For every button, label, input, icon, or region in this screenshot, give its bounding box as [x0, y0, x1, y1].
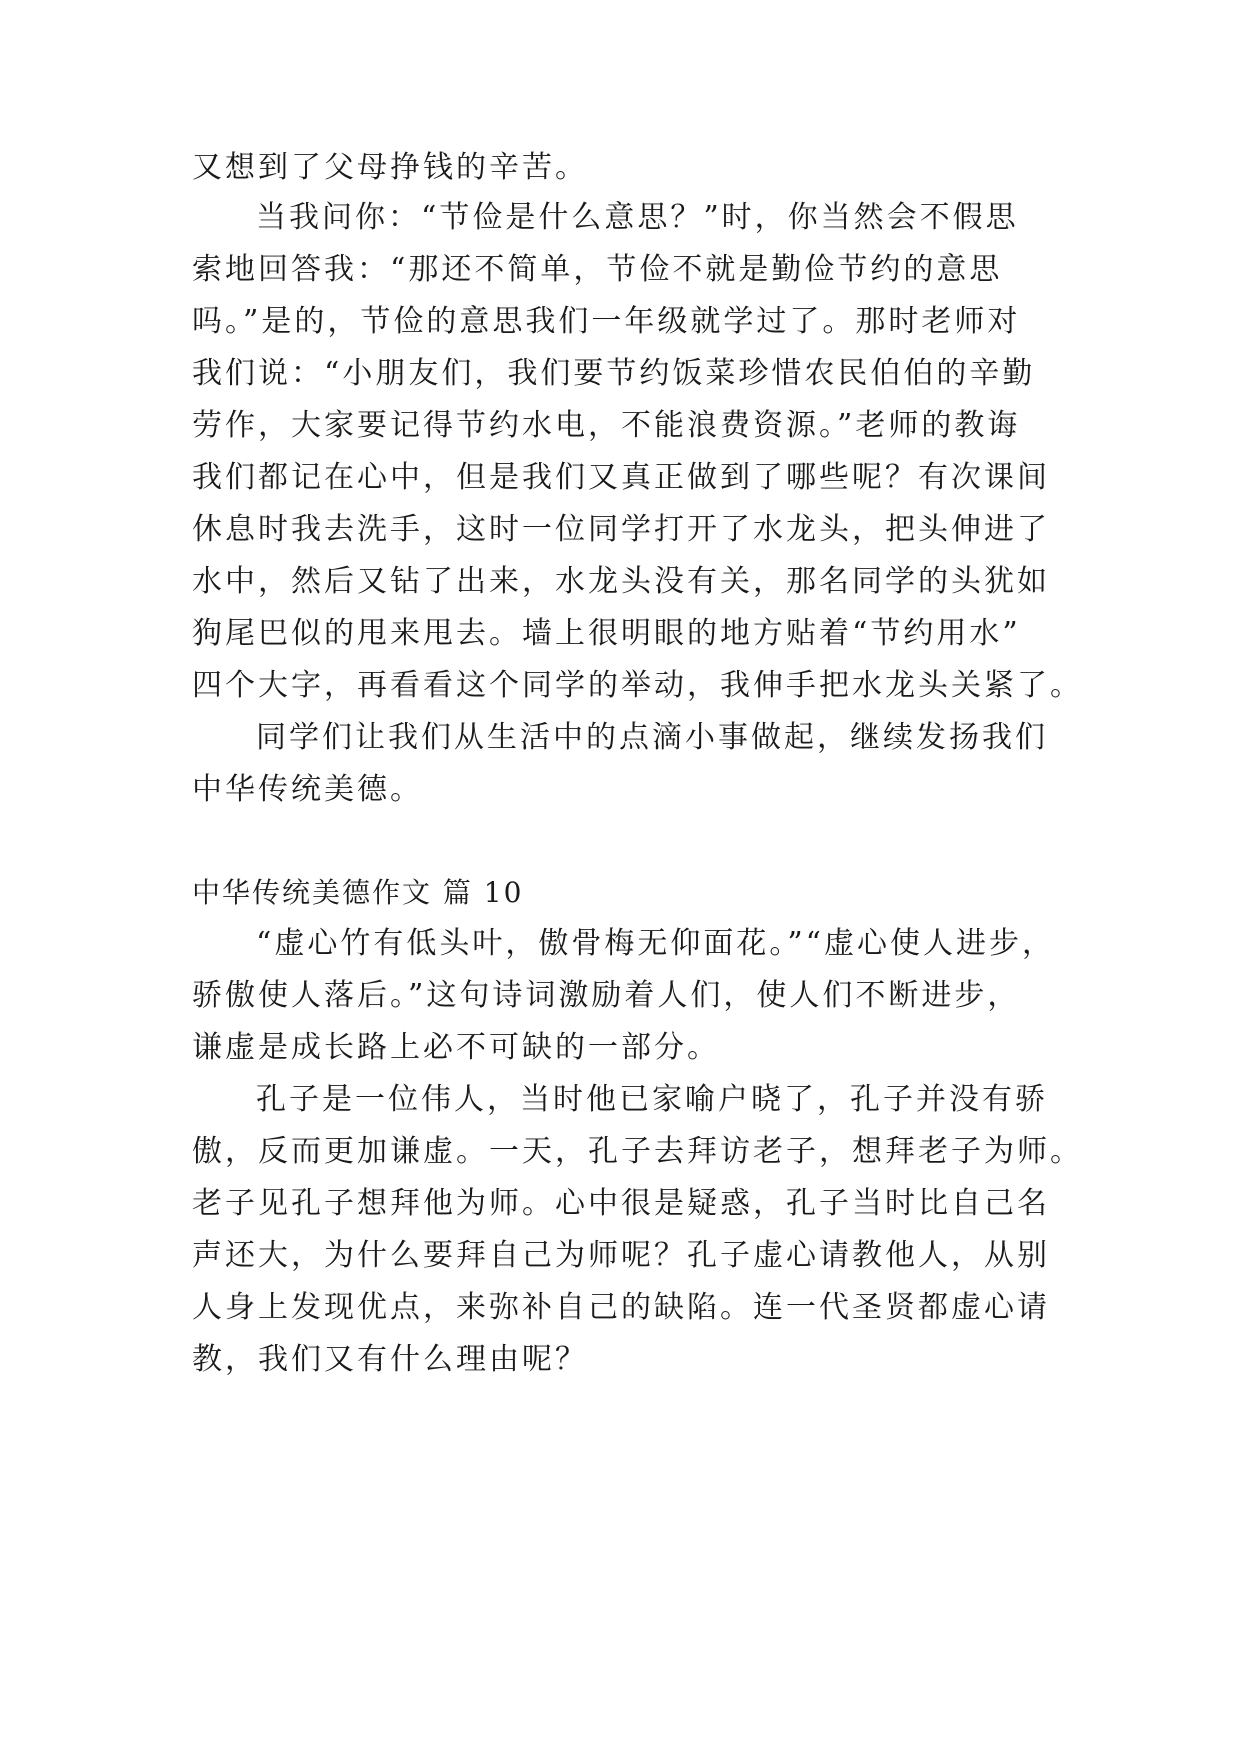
paragraph-line: 劳作，大家要记得节约水电，不能浪费资源。”老师的教诲 — [192, 408, 1021, 443]
paragraph-line: 当我问你：“节俭是什么意思？”时，你当然会不假思 — [256, 200, 1019, 235]
paragraph-line: 人身上发现优点，来弥补自己的缺陷。连一代圣贤都虚心请 — [192, 1290, 1050, 1325]
paragraph-line: 我们说：“小朋友们，我们要节约饭菜珍惜农民伯伯的辛勤 — [192, 356, 1036, 391]
paragraph-line: 水中，然后又钻了出来，水龙头没有关，那名同学的头犹如 — [192, 564, 1050, 599]
paragraph-line: 四个大字，再看看这个同学的举动，我伸手把水龙头关紧了。 — [192, 668, 1083, 703]
paragraph-line: 休息时我去洗手，这时一位同学打开了水龙头，把头伸进了 — [192, 512, 1050, 547]
paragraph-line: 索地回答我：“那还不简单，节俭不就是勤俭节约的意思 — [192, 252, 1003, 287]
paragraph-line: 声还大，为什么要拜自己为师呢？孔子虚心请教他人，从别 — [192, 1238, 1050, 1273]
paragraph-line: 老子见孔子想拜他为师。心中很是疑惑，孔子当时比自己名 — [192, 1186, 1050, 1221]
paragraph-line: 吗。”是的，节俭的意思我们一年级就学过了。那时老师对 — [192, 304, 1021, 339]
paragraph-line: 骄傲使人落后。”这句诗词激励着人们，使人们不断进步， — [192, 978, 1021, 1013]
paragraph-line: 中华传统美德。 — [192, 772, 423, 807]
paragraph-line: 傲，反而更加谦虚。一天，孔子去拜访老子，想拜老子为师。 — [192, 1134, 1083, 1169]
paragraph-line: 狗尾巴似的甩来甩去。墙上很明眼的地方贴着“节约用水” — [192, 616, 1021, 651]
paragraph-line: 教，我们又有什么理由呢？ — [192, 1342, 588, 1377]
paragraph-line: 孔子是一位伟人，当时他已家喻户晓了，孔子并没有骄 — [256, 1082, 1048, 1117]
section-heading: 中华传统美德作文 篇 10 — [192, 876, 524, 909]
paragraph-line: 谦虚是成长路上必不可缺的一部分。 — [192, 1030, 720, 1065]
paragraph-line: 同学们让我们从生活中的点滴小事做起，继续发扬我们 — [256, 720, 1048, 755]
paragraph-line: 我们都记在心中，但是我们又真正做到了哪些呢？有次课间 — [192, 460, 1050, 495]
paragraph-line: “虚心竹有低头叶，傲骨梅无仰面花。”“虚心使人进步， — [256, 926, 1056, 961]
paragraph-line: 又想到了父母挣钱的辛苦。 — [192, 150, 588, 185]
